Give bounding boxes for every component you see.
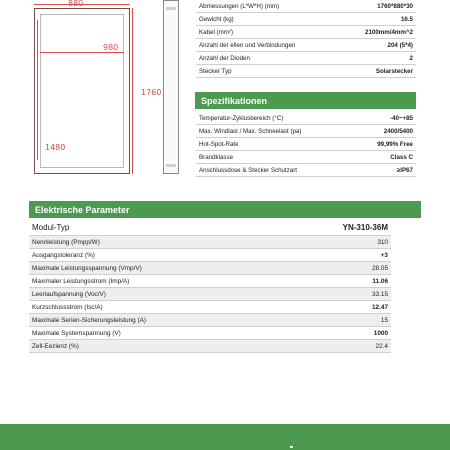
row-value: 2100mm/4mm^2 <box>340 26 416 39</box>
row-label: Maximale Serien-Sicherungsleistung (A) <box>29 314 283 327</box>
row-value: 11.06 <box>283 275 392 288</box>
row-label: Maximale Leistungsspannung (Vmp/V) <box>29 262 283 275</box>
row-label: Kurzschlussstrom (Isc/A) <box>29 301 283 314</box>
row-value: 22.4 <box>283 340 392 353</box>
module-type-value: YN-310-36M <box>283 220 392 236</box>
footer-band <box>0 424 450 450</box>
table-row <box>196 125 416 138</box>
table-row <box>29 327 391 340</box>
panel-side-profile <box>163 0 179 174</box>
table-row <box>196 138 416 151</box>
row-label: Stecker Typ <box>196 65 340 78</box>
spec-table <box>196 112 416 177</box>
table-row <box>196 65 416 78</box>
row-label: Abmessungen (L*W*H) (mm) <box>196 0 340 13</box>
dim-height-line <box>132 8 133 174</box>
row-label: Anzahl der ellen und Verbindungen <box>196 39 340 52</box>
row-label: Maximaler Leistungsstrom (Imp/A) <box>29 275 283 288</box>
row-label: Max. Windlast / Max. Schneelast (pa) <box>196 125 355 138</box>
table-row <box>29 288 391 301</box>
row-value: -40~+85 <box>355 112 416 125</box>
row-value: 33.15 <box>283 288 392 301</box>
row-value: 16.5 <box>340 13 416 26</box>
row-label: Anschlussdose & Stecker Schutzart <box>196 164 355 177</box>
table-row <box>29 275 391 288</box>
row-label: Gewicht (kg) <box>196 13 340 26</box>
table-row <box>29 249 391 262</box>
row-value: 2 <box>340 52 416 65</box>
row-value: 1000 <box>283 327 392 340</box>
row-value: 1760*880*30 <box>340 0 416 13</box>
table-row <box>29 236 391 249</box>
table-header-row <box>29 220 391 236</box>
panel-drawing <box>0 0 180 190</box>
electrical-header <box>29 201 421 218</box>
table-row <box>29 340 391 353</box>
general-table <box>196 0 416 78</box>
row-value: 12.47 <box>283 301 392 314</box>
row-label: Temperatur-Zyklusbereich (°C) <box>196 112 355 125</box>
row-value: +3 <box>283 249 392 262</box>
dim-lower-label: 1480 <box>45 143 66 152</box>
dim-inner-label: 980 <box>103 43 119 52</box>
dim-width-label: 880 <box>68 0 84 8</box>
table-row <box>29 314 391 327</box>
row-label: Kabel (mm²) <box>196 26 340 39</box>
row-label: Brandklasse <box>196 151 355 164</box>
row-label: Zell-Eezienz (%) <box>29 340 283 353</box>
table-row <box>196 0 416 13</box>
table-row <box>196 151 416 164</box>
table-row <box>196 112 416 125</box>
row-label: Hot-Spot-Rate <box>196 138 355 151</box>
table-row <box>196 13 416 26</box>
dim-width-line <box>34 4 130 5</box>
table-row <box>196 164 416 177</box>
table-row <box>196 26 416 39</box>
row-value: Solarstecker <box>340 65 416 78</box>
dim-inner-line <box>40 52 124 53</box>
row-label: Anzahl der Dioden <box>196 52 340 65</box>
row-value: 99,99% Free <box>355 138 416 151</box>
electrical-title: Elektrische Parameter <box>35 204 130 215</box>
table-row <box>29 301 391 314</box>
module-type-label: Modul-Typ <box>29 220 283 236</box>
spec-title: Spezifikationen <box>201 95 268 106</box>
table-row <box>196 52 416 65</box>
spec-header <box>195 92 416 109</box>
row-label: Nennleistung (Pmpp/W) <box>29 236 283 249</box>
footer-mark <box>290 446 293 448</box>
row-value: Class C <box>355 151 416 164</box>
row-value: 28.05 <box>283 262 392 275</box>
dim-lower-line <box>37 20 38 160</box>
table-row <box>196 39 416 52</box>
row-value: 2400/5400 <box>355 125 416 138</box>
dim-height-label: 1760 <box>141 88 162 97</box>
row-value: 204 (5*4) <box>340 39 416 52</box>
table-row <box>29 262 391 275</box>
row-value: 15 <box>283 314 392 327</box>
electrical-table <box>29 220 391 353</box>
row-value: 310 <box>283 236 392 249</box>
row-label: Ausgangstoleranz (%) <box>29 249 283 262</box>
row-label: Maximale Systemspannung (V) <box>29 327 283 340</box>
row-label: Leerlaufspannung (Voc/V) <box>29 288 283 301</box>
row-value: ≥IP67 <box>355 164 416 177</box>
